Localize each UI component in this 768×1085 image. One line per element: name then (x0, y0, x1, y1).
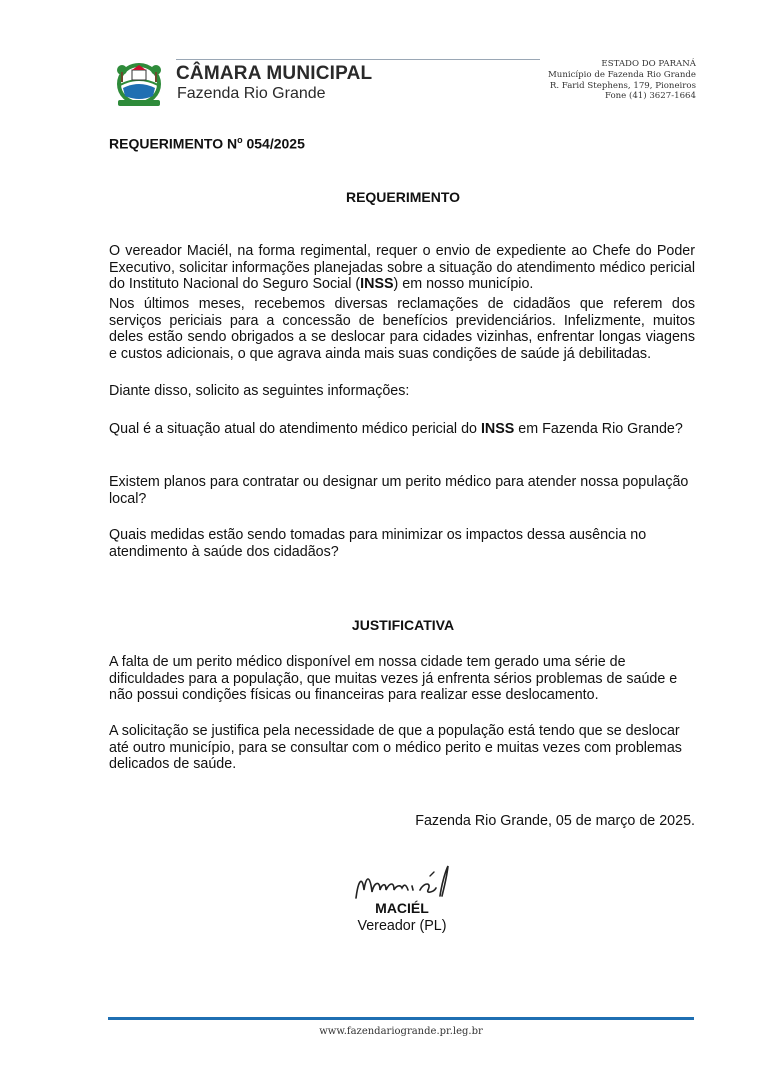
signer-role: Vereador (PL) (357, 918, 447, 934)
org-municipality: Município de Fazenda Rio Grande (547, 69, 696, 80)
footer-website-url: www.fazendariogrande.pr.leg.br (319, 1026, 483, 1037)
question-1-text-a: Qual é a situação atual do atendimento médico pericial do (109, 421, 481, 437)
letterhead (108, 56, 696, 108)
document-number (109, 135, 305, 152)
intro-paragraph-1 (109, 243, 695, 293)
signer-name: MACIÉL (375, 900, 429, 916)
org-state: ESTADO DO PARANÁ (601, 59, 696, 69)
question-1 (109, 421, 695, 438)
intro-p1-inss: INSS (360, 276, 394, 293)
doc-number-value: 054/2025 (242, 135, 305, 152)
question-2: Existem planos para contratar ou designar um perito médico para atender nossa população local? (109, 474, 689, 507)
org-address: R. Farid Stephens, 179, Pioneiros (549, 80, 696, 91)
justificativa-title: JUSTIFICATIVA (351, 617, 455, 633)
justification-paragraph-2: A solicitação se justifica pela necessidade de que a população está tendo que se deslocar até outro município, para se consultar com o médico perito e muitas vezes com problemas delicados de saúde. (109, 723, 682, 773)
org-name: CÂMARA MUNICIPAL (176, 63, 373, 84)
question-1-text-b: em Fazenda Rio Grande? (514, 421, 683, 437)
question-1-inss: INSS (480, 421, 515, 437)
intro-paragraph-2: Nos últimos meses, recebemos diversas reclamações de cidadãos que referem dos serviços periciais para a concessão de benefícios previdenciários. Infelizmente, muitos deles estão sendo obrigados a se deslocar para cidades vizinhas, enfrentar longas viagens e custos adicionais, o que agrava ainda mais suas condições de saúde já debilitadas. (109, 296, 695, 362)
coat-of-arms-logo (108, 58, 170, 108)
footer-rule (108, 1017, 694, 1020)
place-and-date: Fazenda Rio Grande, 05 de março de 2025. (415, 813, 695, 829)
org-contact-info (548, 59, 696, 102)
intro-p1-text-b: ) em nosso município. (393, 276, 534, 293)
intro-paragraph-3: Diante disso, solicito as seguintes informações: (109, 383, 410, 399)
header-rule (176, 59, 540, 60)
doc-number-sup: o (237, 135, 243, 145)
org-city: Fazenda Rio Grande (177, 85, 326, 102)
justification-paragraph-1: A falta de um perito médico disponível em nossa cidade tem gerado uma série de dificuldades para a população, que muitas vezes já enfrenta sérios problemas de saúde e não possui condições físicas ou financeiras para realizar esse deslocamento. (109, 654, 678, 704)
doc-number-prefix: REQUERIMENTO N (109, 135, 238, 152)
intro-p1-text-a: O vereador Maciél, na forma regimental, requer o envio de expediente ao Chefe do Poder Executivo, solicitar informações planejadas sobre a situação do atendimento médico pericial do Instituto Nacional do Seguro Social ( (109, 243, 695, 293)
org-phone: Fone (41) 3627-1664 (604, 91, 696, 102)
requerimento-title: REQUERIMENTO (345, 189, 461, 205)
question-3: Quais medidas estão sendo tomadas para minimizar os impactos dessa ausência no atendimento à saúde dos cidadãos? (109, 527, 647, 560)
